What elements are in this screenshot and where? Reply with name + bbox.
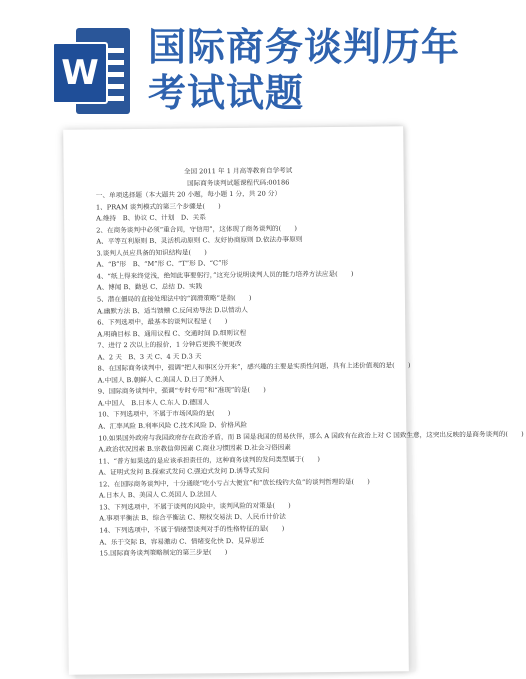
- doc-header-line-2: 国际商务谈判试题课程代码:00186: [187, 177, 290, 188]
- doc-line: 2、在商务谈判中必须“重合同，守信用”，这体现了商务谈判的( ): [96, 224, 297, 235]
- doc-line: A、乐于交际 B、容易激动 C、情绪变化快 D、見异思迁: [99, 536, 265, 546]
- doc-line: A、证明式发问 B.探索式发问 C.强迫式发问 D.诱导式发问: [98, 466, 270, 477]
- doc-line: 11、“普方如果选的是应该承担责任的，这种商务谈判的发问类型属于( ): [98, 454, 320, 466]
- doc-line: A.中国人 B.朝鲜人 C.美国人 D.日了美洲人: [97, 374, 225, 385]
- doc-line: A、汇率风险 B.利率风险 C.技术风险 D、价格风险: [98, 420, 248, 431]
- doc-line: 5、潜在僵局的直接处理法中的“润滑策略”是指( ): [96, 293, 252, 304]
- doc-line: A.幽默方法 B、适当馈赠 C.反问劝导法 D.以情动人: [97, 305, 248, 316]
- doc-line: A、2 天 B、3 天 C、4 天 D.3 天: [97, 352, 202, 362]
- doc-line: 9、国际商务谈判中，强调“专时专用”和“准现”的是( ): [97, 386, 266, 396]
- doc-line: 14、下列选项中，不属于情绪型谈判对手的性格特征的是( ): [99, 524, 285, 535]
- doc-line: A.政治状况因素 B.宗教信仰因素 C.商业习惯因素 D.社会习俗因素: [98, 443, 291, 454]
- page-title: 国际商务谈判历年考试试题: [148, 25, 461, 115]
- doc-line: 一、单项选择题（本大题共 20 小题，每小题 1 分，共 20 分）: [95, 189, 282, 200]
- doc-line: A.事项平衡法 B、综合平衡法 C、期权交易法 D、人民币计价法: [99, 512, 286, 523]
- doc-line: A.维持 B、协议 C、计划 D、关系: [96, 213, 206, 223]
- document-preview: [62, 124, 524, 669]
- doc-header-line-1: 全国 2011 年 1 月高等教育自学考试: [183, 166, 293, 176]
- doc-line: 10、下列选项中，不属于市场风险的是( ): [98, 409, 231, 419]
- document-page: [63, 126, 524, 675]
- doc-line: A、博闻 B、勤思 C、总结 D、实践: [96, 282, 203, 292]
- doc-line: 7、进行 2 次以上的报价，1 分钟后更换不便更改: [97, 340, 242, 350]
- doc-line: 1、PRAM 谈判模式的第三个步骤是( ): [95, 201, 221, 212]
- doc-line: 6、下列选项中，最基本的谈判议程是 ( ): [97, 317, 228, 327]
- word-document-icon: [52, 28, 130, 114]
- doc-line: 10.如果国外政府与我国政府存在政治矛盾，而 B 国是我国的贸易伙伴，那么 A 国政有在政治上对 C 国致生意，这突出反映的是商务谈判的( ): [98, 429, 524, 443]
- doc-line: 12、在国际商务谈判中，十分通晓“吃小亏占大便宜”和“放长线钓大鱼”的谈判哲理的是( ): [98, 477, 370, 489]
- doc-line: A、平等互利原则 B、灵活机动原则 C、友好协商原则 D.依法办事原则: [96, 235, 303, 246]
- document-body: [95, 164, 524, 560]
- doc-line: A.明确目标 B、通用议程 C、交通时间 D.细则议程: [97, 328, 247, 339]
- doc-line: A、“B”形 B、“M”形 C、“T”形 D、“C”形: [96, 259, 229, 269]
- doc-line: 3.谈判人员应具备的知识结构是( ): [96, 248, 207, 258]
- doc-line: A.中国人 B.日本人 C.东人 D.德国人: [97, 398, 210, 408]
- word-icon-letter: W: [52, 42, 108, 104]
- doc-line: 15.国际商务谈判策略制定的第三步是( ): [99, 548, 228, 558]
- doc-line: A.日本人 B、美国人 C.英国人 D.法国人: [98, 490, 217, 500]
- doc-line: 8、在国际商务谈判中，强调“把人和事区分开来”，感兴趣的主要是实质性问题，具有上述价值观的是( ): [97, 361, 411, 373]
- doc-line: 4、“纸上得来终觉浅，绝知此事要躬行，”这充分说明谈判人员的能力培养方法应是( ): [96, 269, 354, 281]
- doc-line: 13、下列选项中，不属于谈判的风险中，谈判风险的对策是( ): [99, 501, 291, 512]
